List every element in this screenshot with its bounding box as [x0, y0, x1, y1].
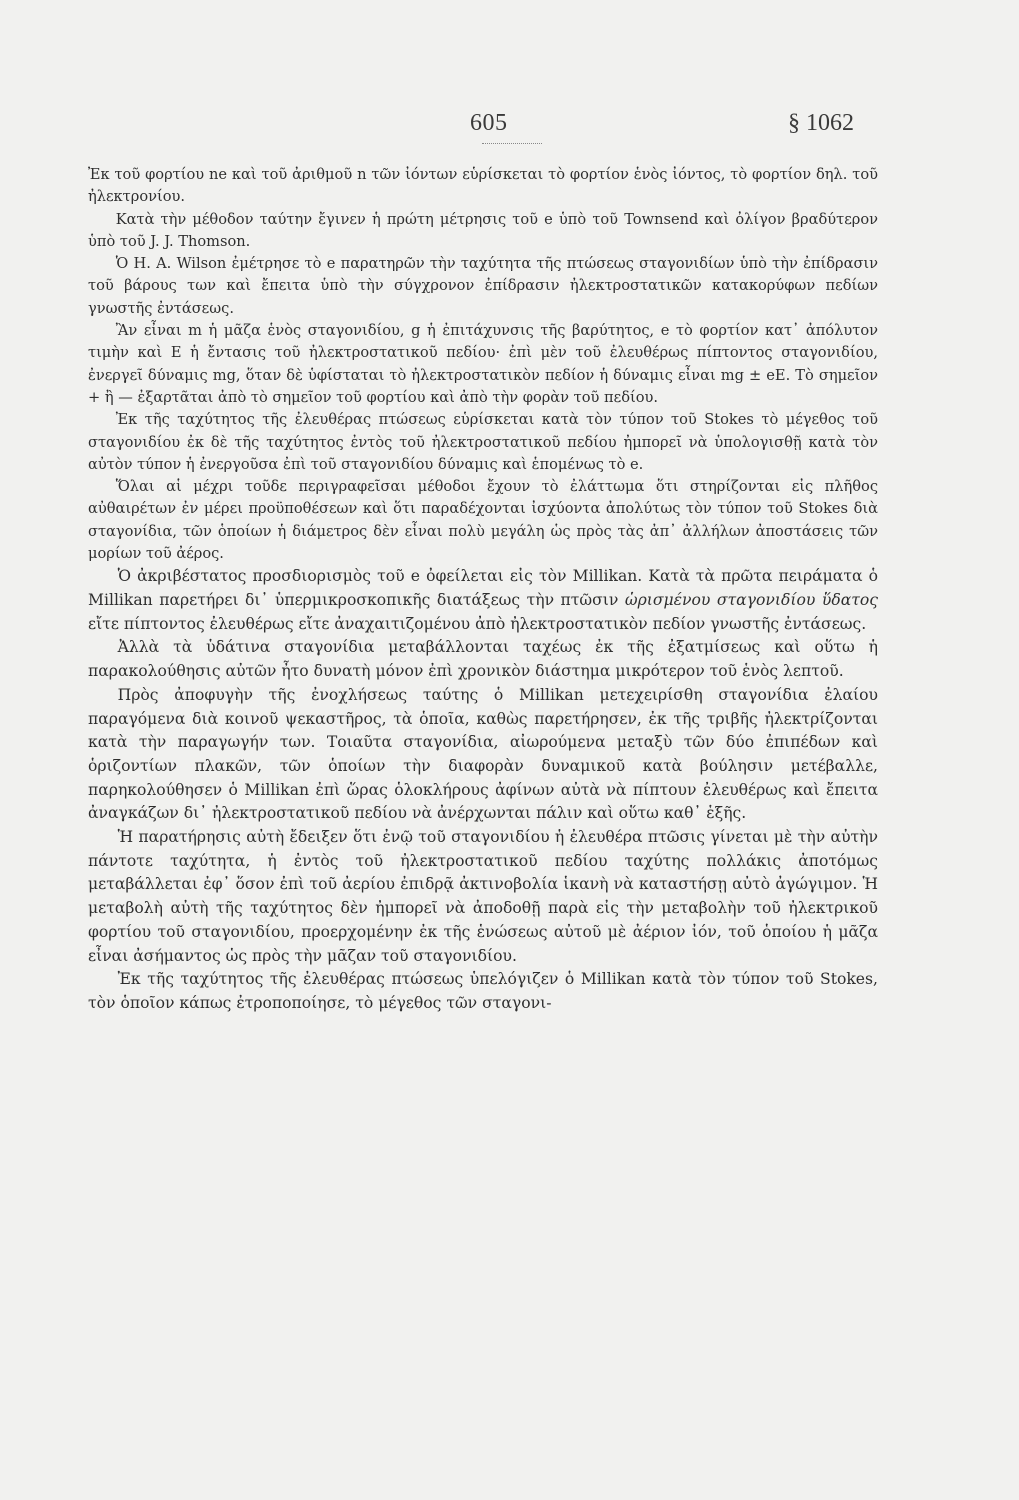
paragraph-7-end: εἴτε πίπτοντος ἐλευθέρως εἴτε ἀναχαιτιζομένου ἀπὸ ἠλεκτροστατικὸν πεδίον γνωστῆς ἐντάσεως.: [88, 614, 867, 633]
paragraph-11: Ἐκ τῆς ταχύτητος τῆς ἐλευθέρας πτώσεως ὑπελόγιζεν ὁ Millikan κατὰ τὸν τύπον τοῦ Stokes, τὸν ὁποῖον κάπως ἐτροποποίησε, τὸ μέγεθος τῶν σταγονι-: [88, 970, 878, 1012]
paragraph-3: Ὁ H. A. Wilson ἐμέτρησε τὸ e παρατηρῶν τὴν ταχύτητα τῆς πτώσεως σταγονιδίων ὑπὸ τὴν ἐπίδρασιν τοῦ βάρους των καὶ ἔπειτα ὑπὸ τὴν σύγχρονον ἐπίδρασιν ἠλεκτροστατικῶν κατακορύφων πεδίων γνωστῆς ἐντάσεως.: [88, 255, 878, 317]
page-number: 605: [470, 110, 508, 136]
paragraph-8: Ἀλλὰ τὰ ὑδάτινα σταγονίδια μεταβάλλονται ταχέως ἐκ τῆς ἐξατμίσεως καὶ οὕτω ἡ παρακολούθησις αὐτῶν ἦτο δυνατὴ μόνον ἐπὶ χρονικὸν διάστημα μικρότερον τοῦ ἑνὸς λεπτοῦ.: [88, 638, 878, 681]
body-text: [88, 164, 878, 1016]
paragraph-10: Ἡ παρατήρησις αὐτὴ ἔδειξεν ὅτι ἐνῷ τοῦ σταγονιδίου ἡ ἐλευθέρα πτῶσις γίνεται μὲ τὴν αὐτὴν πάντοτε ταχύτητα, ἡ ἐντὸς τοῦ ἠλεκτροστατικοῦ πεδίου ταχύτης πολλάκις ἀποτόμως μεταβάλλεται ἐφ᾽ ὅσον ἐπὶ τοῦ ἀερίου ἐπιδρᾷ ἀκτινοβολία ἱκανὴ νὰ καταστήσῃ αὐτὸ ἀγώγιμον. Ἡ μεταβολὴ αὐτὴ τῆς ταχύτητος δὲν ἠμπορεῖ νὰ ἀποδοθῇ παρὰ εἰς τὴν μεταβολὴν τοῦ ἠλεκτρικοῦ φορτίου τοῦ σταγονιδίου, προερχομένην ἐκ τῆς ἑνώσεως αὐτοῦ μὲ ἀέριον ἰόν, τοῦ ὁποίου ἡ μᾶζα εἶναι ἀσήμαντος ὡς πρὸς τὴν μᾶζαν τοῦ σταγονιδίου.: [88, 828, 878, 965]
paragraph-7: [88, 565, 878, 636]
paragraph-2: Κατὰ τὴν μέθοδον ταύτην ἔγινεν ἡ πρώτη μέτρησις τοῦ e ὑπὸ τοῦ Townsend καὶ ὀλίγον βραδύτερον ὑπὸ τοῦ J. J. Thomson.: [88, 210, 878, 250]
paragraph-7-italic: ὡρισμένου σταγονιδίου ὕδατος: [624, 591, 878, 610]
paragraph-5: Ἐκ τῆς ταχύτητος τῆς ἐλευθέρας πτώσεως εὑρίσκεται κατὰ τὸν τύπον τοῦ Stokes τὸ μέγεθος τοῦ σταγονιδίου ἐκ δὲ τῆς ταχύτητος ἐντὸς τοῦ ἠλεκτροστατικοῦ πεδίου ἠμπορεῖ νὰ ὑπολογισθῇ κατὰ τὸν αὐτὸν τύπον ἡ ἐνεργοῦσα ἐπὶ τοῦ σταγονιδίου δύναμις καὶ ἑπομένως τὸ e.: [88, 411, 878, 473]
paragraph-9: Πρὸς ἀποφυγὴν τῆς ἐνοχλήσεως ταύτης ὁ Millikan μετεχειρίσθη σταγονίδια ἐλαίου παραγόμενα διὰ κοινοῦ ψεκαστῆρος, τὰ ὁποῖα, καθὼς παρετήρησεν, ἐκ τῆς τριβῆς ἠλεκτρίζονται κατὰ τὴν παραγωγήν των. Τοιαῦτα σταγονίδια, αἰωρούμενα μεταξὺ τῶν δύο ἐπιπέδων καὶ ὁριζοντίων πλακῶν, τῶν ὁποίων τὴν διαφορὰν δυναμικοῦ κατὰ βούλησιν μετέβαλλε, παρηκολούθησεν ὁ Millikan ἐπὶ ὥρας ὁλοκλήρους ἀφίνων αὐτὰ νὰ πίπτουν ἐλευθέρως καὶ ἔπειτα ἀναγκάζων δι᾽ ἠλεκτροστατικοῦ πεδίου νὰ ἀνέρχωνται πάλιν καὶ οὕτω καθ᾽ ἑξῆς.: [88, 685, 878, 823]
paragraph-7-start: Ὁ ἀκριβέστατος προσδιορισμὸς τοῦ e ὀφείλεται εἰς τὸν Millikan. Κατὰ τὰ πρῶτα πειράματα ὁ Millikan παρετήρει δι᾽ ὑπερμικροσκοπικῆς διατάξεως τὴν πτῶσιν: [88, 567, 878, 610]
page-number-rule: [482, 140, 542, 144]
paragraph-6: Ὅλαι αἱ μέχρι τοῦδε περιγραφεῖσαι μέθοδοι ἔχουν τὸ ἐλάττωμα ὅτι στηρίζονται εἰς πλῆθος αὐθαιρέτων ἐν μέρει προϋποθέσεων καὶ ὅτι παραδέχονται ἰσχύοντα ἀπολύτως τὸν τύπον τοῦ Stokes διὰ σταγονίδια, τῶν ὁποίων ἡ διάμετρος δὲν εἶναι πολὺ μεγάλη ὡς πρὸς τὰς ἀπ᾽ ἀλλήλων ἀποστάσεις τῶν μορίων τοῦ ἀέρος.: [88, 478, 878, 563]
paragraph-4: Ἂν εἶναι m ἡ μᾶζα ἑνὸς σταγονιδίου, g ἡ ἐπιτάχυνσις τῆς βαρύτητος, e τὸ φορτίον κατ᾽ ἀπόλυτον τιμὴν καὶ E ἡ ἔντασις τοῦ ἠλεκτροστατικοῦ πεδίου· ἐπὶ μὲν τοῦ ἐλευθέρως πίπτοντος σταγονιδίου, ἐνεργεῖ δύναμις mg, ὅταν δὲ ὑφίσταται τὸ ἠλεκτροστατικὸν πεδίον ἡ δύναμις εἶναι mg ± eE. Τὸ σημεῖον + ἢ — ἐξαρτᾶται ἀπὸ τὸ σημεῖον τοῦ φορτίου καὶ ἀπὸ τὴν φορὰν τοῦ πεδίου.: [88, 322, 878, 406]
section-reference: § 1062: [788, 110, 854, 136]
paragraph-1: Ἐκ τοῦ φορτίου ne καὶ τοῦ ἀριθμοῦ n τῶν ἰόντων εὑρίσκεται τὸ φορτίον ἑνὸς ἰόντος, τὸ φορτίον δηλ. τοῦ ἠλεκτρονίου.: [88, 166, 878, 206]
